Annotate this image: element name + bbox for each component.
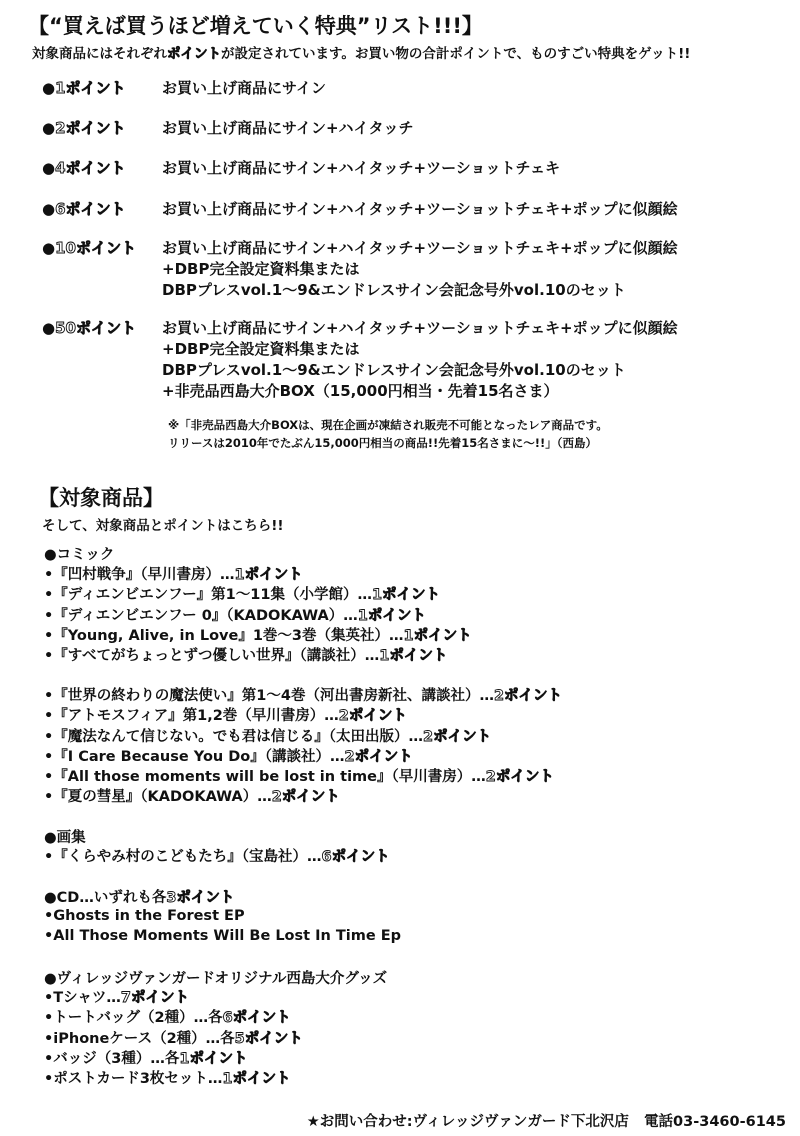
bullet: ● xyxy=(42,79,56,97)
item-title: •バッジ（3種）…各 xyxy=(44,1050,180,1067)
benefit-line: お買い上げ商品にサイン+ハイタッチ+ツーショットチェキ+ポップに似顔絵 xyxy=(162,239,678,257)
item-points: 1ポイント xyxy=(357,607,426,624)
bullet: ● xyxy=(42,200,56,218)
benefit-line: +DBP完全設定資料集または xyxy=(162,260,360,278)
item-title: •トートバッグ（2種）…各 xyxy=(44,1010,223,1027)
item-points: 1ポイント xyxy=(371,587,441,604)
benefit-line: お買い上げ商品にサイン+ハイタッチ xyxy=(162,119,414,137)
tier-row xyxy=(42,78,326,99)
points-label: 2ポイント xyxy=(55,119,126,137)
comics-list-2 xyxy=(44,686,562,808)
list-item xyxy=(44,626,472,646)
bullet: ● xyxy=(42,239,56,257)
list-item xyxy=(44,727,562,747)
tier-benefits xyxy=(162,199,678,220)
bullet: ● xyxy=(42,319,56,337)
item-points: 1ポイント xyxy=(379,648,448,665)
products-subtitle: そして、対象商品とポイントはこちら!! xyxy=(42,518,284,534)
item-title: •ポストカード3枚セット… xyxy=(44,1071,223,1088)
tier-row xyxy=(42,118,414,139)
list-item xyxy=(44,585,472,605)
tier-row xyxy=(42,158,560,179)
item-points: 1ポイント xyxy=(403,627,472,644)
item-points: 7ポイント xyxy=(120,990,189,1006)
comics-list-1 xyxy=(44,565,472,666)
box-note: ※「非売品西島大介BOXは、現在企画が凍結され販売不可能となったレア商品です。 リリースは2010年でたぶん15,000円相当の商品!!先着15名さまに～!!」（西島） xyxy=(168,418,608,450)
item-points: 2ポイント xyxy=(344,748,413,765)
item-points: 2ポイント xyxy=(271,789,340,806)
bullet: ● xyxy=(42,159,56,177)
cd-list xyxy=(44,906,401,947)
item-title: •『夏の彗星』（KADOKAWA）… xyxy=(44,789,272,806)
tier-points xyxy=(42,158,162,179)
item-title: •『すべてがちょっとずつ優しい世界』（講談社）… xyxy=(44,648,380,665)
item-title: •『世界の終わりの魔法使い』第1～4巻（河出書房新社、講談社）… xyxy=(44,688,494,704)
goods-list xyxy=(44,988,303,1089)
list-item xyxy=(44,787,562,807)
points-label: 4ポイント xyxy=(55,159,126,177)
goods-heading: ●ヴィレッジヴァンガードオリジナル西島大介グッズ xyxy=(44,971,388,987)
item-title: •『凹村戦争』（早川書房）… xyxy=(44,567,235,583)
list-item xyxy=(44,767,562,787)
list-item xyxy=(44,988,303,1008)
tier-points xyxy=(42,199,162,220)
list-item xyxy=(44,686,562,706)
list-item xyxy=(44,1008,303,1028)
list-item: •All Those Moments Will Be Lost In Time Ep xyxy=(44,928,402,945)
item-title: •Tシャツ… xyxy=(44,990,121,1006)
item-title: •『魔法なんて信じない。でも君は信じる』（太田出版）… xyxy=(44,728,424,745)
item-points: 1ポイント xyxy=(234,567,303,583)
tier-benefits xyxy=(162,158,560,179)
item-title: •iPhoneケース（2種）…各 xyxy=(44,1030,235,1047)
item-points: 2ポイント xyxy=(338,708,407,725)
list-item xyxy=(44,706,562,726)
item-points: 2ポイント xyxy=(485,769,554,786)
tier-row xyxy=(42,238,678,301)
benefit-line: DBPプレスvol.1～9&エンドレスサイン会記念号外vol.10のセット xyxy=(162,281,626,299)
item-title: •『アトモスフィア』第1,2巻（早川書房）… xyxy=(44,708,339,725)
item-title: •『All those moments will be lost in time』（早川書房）… xyxy=(44,769,486,786)
intro-text: 対象商品にはそれぞれポイントが設定されています。お買い物の合計ポイントで、ものすごい特典をゲット!! xyxy=(32,46,691,62)
bullet: ● xyxy=(42,119,56,137)
item-points: 6ポイント xyxy=(321,849,390,865)
tier-points xyxy=(42,318,162,339)
item-title: •『I Care Because You Do』（講談社）… xyxy=(44,748,345,765)
item-title: •『ディエンビエンフー 0』（KADOKAWA）… xyxy=(44,607,358,624)
item-points: 2ポイント xyxy=(493,688,563,704)
item-title: •『くらやみ村のこどもたち』（宝島社）… xyxy=(44,849,322,865)
intro-points-emphasis: ポイント xyxy=(167,46,221,62)
list-item xyxy=(44,1049,303,1069)
list-item xyxy=(44,747,562,767)
tier-points xyxy=(42,238,162,259)
item-points: 2ポイント xyxy=(423,728,492,745)
list-item xyxy=(44,606,472,626)
benefit-line: お買い上げ商品にサイン+ハイタッチ+ツーショットチェキ xyxy=(162,159,561,177)
list-item xyxy=(44,565,472,585)
item-title: •『Young, Alive, in Love』1巻～3巻（集英社）… xyxy=(44,627,404,644)
benefit-line: お買い上げ商品にサイン xyxy=(162,79,326,97)
tier-points xyxy=(42,118,162,139)
benefit-line: お買い上げ商品にサイン+ハイタッチ+ツーショットチェキ+ポップに似顔絵 xyxy=(162,200,678,218)
list-item xyxy=(44,1029,303,1049)
points-label: 50ポイント xyxy=(55,319,136,337)
tier-benefits xyxy=(162,238,678,301)
contact-footer: ★お問い合わせ:ヴィレッジヴァンガード下北沢店 電話03-3460-6145 xyxy=(306,1114,786,1130)
benefit-line: お買い上げ商品にサイン+ハイタッチ+ツーショットチェキ+ポップに似顔絵 xyxy=(162,319,678,337)
page-title: 【“買えば買うほど増えていく特典”リスト!!!】 xyxy=(28,14,483,38)
tier-benefits xyxy=(162,118,414,139)
list-item xyxy=(44,646,472,666)
tier-benefits xyxy=(162,318,678,402)
list-item xyxy=(44,1069,303,1089)
item-points: 1ポイント xyxy=(222,1071,291,1088)
products-heading: 【対象商品】 xyxy=(38,486,164,510)
art-list xyxy=(44,847,390,867)
points-label: 1ポイント xyxy=(55,79,126,97)
tier-row xyxy=(42,318,678,402)
cd-heading: ●CD…いずれも各3ポイント xyxy=(44,890,235,906)
list-item: •Ghosts in the Forest EP xyxy=(44,908,245,924)
item-points: 1ポイント xyxy=(179,1050,248,1067)
points-label: 10ポイント xyxy=(55,239,136,257)
tier-benefits xyxy=(162,78,326,99)
comics-heading: ●コミック xyxy=(44,547,115,563)
benefit-line: +DBP完全設定資料集または xyxy=(162,340,360,358)
item-points: 5ポイント xyxy=(234,1030,303,1047)
points-label: 6ポイント xyxy=(55,200,126,218)
benefit-line: +非売品西島大介BOX（15,000円相当・先着15名さま） xyxy=(162,382,559,400)
item-points: 6ポイント xyxy=(222,1010,291,1027)
tier-row xyxy=(42,199,678,220)
list-item xyxy=(44,847,390,867)
benefit-line: DBPプレスvol.1～9&エンドレスサイン会記念号外vol.10のセット xyxy=(162,361,626,379)
tier-points xyxy=(42,78,162,99)
art-heading: ●画集 xyxy=(44,830,86,846)
item-title: •『ディエンビエンフー』第1～11集（小学館）… xyxy=(44,587,372,604)
